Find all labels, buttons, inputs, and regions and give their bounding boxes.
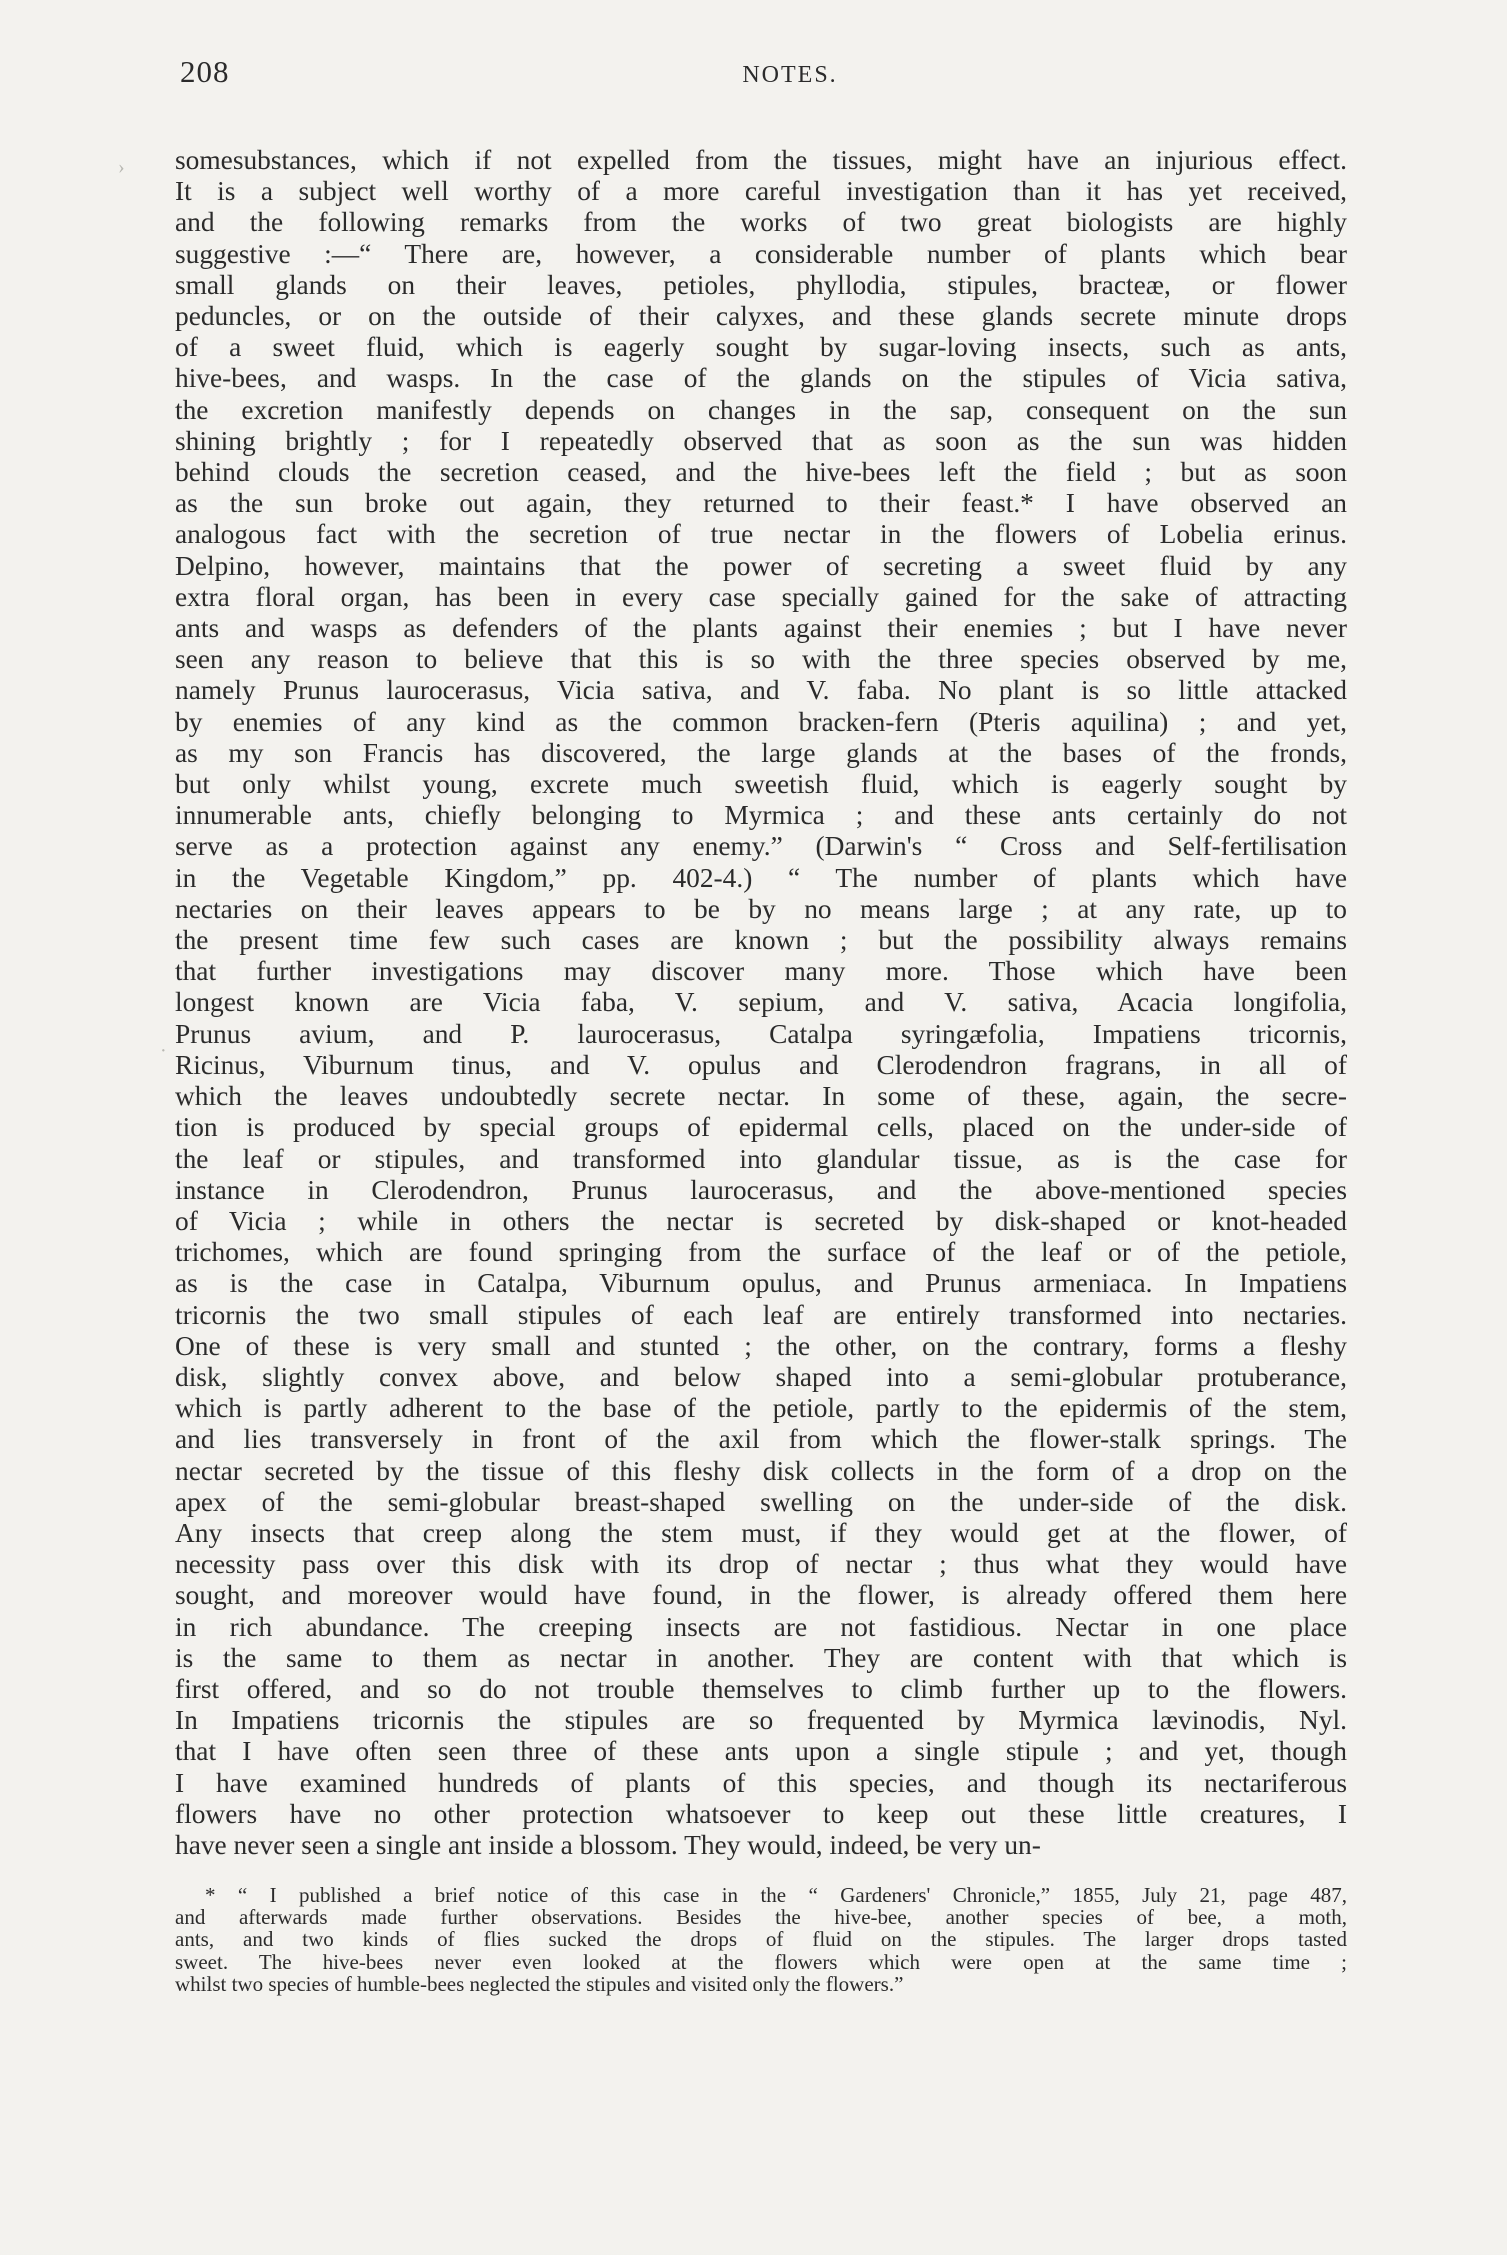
footnote-line: ants, and two kinds of flies sucked the drops of fluid on the stipules. The larger drops tasted bbox=[175, 1927, 1347, 1952]
body-text-line: tion is produced by special groups of epidermal cells, placed on the under-side of bbox=[175, 1112, 1347, 1143]
body-text-line: that further investigations may discover many more. Those which have been bbox=[175, 956, 1347, 987]
body-text-line: behind clouds the secretion ceased, and the hive-bees left the field ; but as soon bbox=[175, 457, 1347, 488]
body-text-line: trichomes, which are found springing from the surface of the leaf or of the petiole, bbox=[175, 1237, 1347, 1268]
body-text-line: hive-bees, and wasps. In the case of the glands on the stipules of Vicia sativa, bbox=[175, 363, 1347, 394]
body-text-line: and the following remarks from the works of two great biologists are highly bbox=[175, 207, 1347, 238]
body-text-line: Delpino, however, maintains that the power of secreting a sweet fluid by any bbox=[175, 550, 1347, 581]
body-text-line: suggestive :—“ There are, however, a considerable number of plants which bear bbox=[175, 238, 1347, 269]
body-text-line: namely Prunus laurocerasus, Vicia sativa, and V. faba. No plant is so little attacked bbox=[175, 675, 1347, 706]
body-text-line: peduncles, or on the outside of their calyxes, and these glands secrete minute drops bbox=[175, 301, 1347, 332]
body-text-line: the excretion manifestly depends on changes in the sap, consequent on the sun bbox=[175, 394, 1347, 425]
body-text bbox=[175, 145, 1347, 1861]
footnote-line: sweet. The hive-bees never even looked at the flowers which were open at the same time ; bbox=[175, 1949, 1347, 1974]
body-text-line: that I have often seen three of these ants upon a single stipule ; and yet, though bbox=[175, 1736, 1347, 1767]
body-text-line: but only whilst young, excrete much sweetish fluid, which is eagerly sought by bbox=[175, 769, 1347, 800]
body-text-line: analogous fact with the secretion of true nectar in the flowers of Lobelia erinus. bbox=[175, 519, 1347, 550]
body-text-line: small glands on their leaves, petioles, phyllodia, stipules, bracteæ, or flower bbox=[175, 269, 1347, 300]
body-text-line: flowers have no other protection whatsoever to keep out these little creatures, I bbox=[175, 1798, 1347, 1829]
body-text-line: Prunus avium, and P. laurocerasus, Catalpa syringæfolia, Impatiens tricornis, bbox=[175, 1018, 1347, 1049]
body-text-line: necessity pass over this disk with its drop of nectar ; thus what they would have bbox=[175, 1549, 1347, 1580]
footnote-line: whilst two species of humble-bees neglected the stipules and visited only the flowers.” bbox=[175, 1971, 904, 1996]
body-text-line: shining brightly ; for I repeatedly observed that as soon as the sun was hidden bbox=[175, 425, 1347, 456]
body-text-line: the leaf or stipules, and transformed into glandular tissue, as is the case for bbox=[175, 1143, 1347, 1174]
body-text-line: somesubstances, which if not expelled from the tissues, might have an injurious effect. bbox=[175, 145, 1347, 175]
body-text-line: sought, and moreover would have found, in the flower, is already offered them here bbox=[175, 1580, 1347, 1611]
body-text-line: ants and wasps as defenders of the plants against their enemies ; but I have never bbox=[175, 613, 1347, 644]
body-text-line: by enemies of any kind as the common bracken-fern (Pteris aquilina) ; and yet, bbox=[175, 706, 1347, 737]
body-text-line: apex of the semi-globular breast-shaped swelling on the under-side of the disk. bbox=[175, 1486, 1347, 1517]
margin-mark: › bbox=[118, 156, 125, 178]
body-text-line: seen any reason to believe that this is so with the three species observed by me, bbox=[175, 644, 1347, 675]
page-number: 208 bbox=[180, 54, 230, 89]
body-text-line: In Impatiens tricornis the stipules are so frequented by Myrmica lævinodis, Nyl. bbox=[175, 1705, 1347, 1736]
running-head bbox=[180, 54, 1340, 94]
body-text-line: in rich abundance. The creeping insects are not fastidious. Nectar in one place bbox=[175, 1611, 1347, 1642]
body-text-line: I have examined hundreds of plants of this species, and though its nectariferous bbox=[175, 1767, 1347, 1798]
body-text-line: One of these is very small and stunted ; the other, on the contrary, forms a fleshy bbox=[175, 1330, 1347, 1361]
body-text-line: It is a subject well worthy of a more careful investigation than it has yet received, bbox=[175, 176, 1347, 207]
body-text-line: as the sun broke out again, they returned to their feast.* I have observed an bbox=[175, 488, 1347, 519]
body-text-line: serve as a protection against any enemy.” (Darwin's “ Cross and Self-fertilisation bbox=[175, 831, 1347, 862]
body-text-line: as my son Francis has discovered, the large glands at the bases of the fronds, bbox=[175, 737, 1347, 768]
body-text-line: first offered, and so do not trouble themselves to climb further up to the flowers. bbox=[175, 1673, 1347, 1704]
body-text-line: extra floral organ, has been in every case specially gained for the sake of attracting bbox=[175, 581, 1347, 612]
body-text-line: tricornis the two small stipules of each leaf are entirely transformed into nectaries. bbox=[175, 1299, 1347, 1330]
running-head-title: NOTES. bbox=[742, 62, 838, 88]
body-text-line: is the same to them as nectar in another. They are content with that which is bbox=[175, 1642, 1347, 1673]
body-text-line: of a sweet fluid, which is eagerly sought by sugar-loving insects, such as ants, bbox=[175, 332, 1347, 363]
footnote-line: * “ I published a brief notice of this case in the “ Gardeners' Chronicle,” 1855, July 21, page 487, bbox=[205, 1883, 1347, 1907]
body-text-line: Ricinus, Viburnum tinus, and V. opulus and Clerodendron fragrans, in all of bbox=[175, 1049, 1347, 1080]
body-text-line: of Vicia ; while in others the nectar is secreted by disk-shaped or knot-headed bbox=[175, 1205, 1347, 1236]
body-text-line: which is partly adherent to the base of the petiole, partly to the epidermis of the stem, bbox=[175, 1393, 1347, 1424]
body-text-line: which the leaves undoubtedly secrete nectar. In some of these, again, the secre- bbox=[175, 1081, 1347, 1112]
footnote-line: and afterwards made further observations. Besides the hive-bee, another species of bee, a moth, bbox=[175, 1905, 1347, 1930]
body-text-line: longest known are Vicia faba, V. sepium, and V. sativa, Acacia longifolia, bbox=[175, 987, 1347, 1018]
body-text-line: in the Vegetable Kingdom,” pp. 402-4.) “ The number of plants which have bbox=[175, 862, 1347, 893]
body-text-line: the present time few such cases are known ; but the possibility always remains bbox=[175, 925, 1347, 956]
body-text-line: as is the case in Catalpa, Viburnum opulus, and Prunus armeniaca. In Impatiens bbox=[175, 1268, 1347, 1299]
body-text-line: disk, slightly convex above, and below shaped into a semi-globular protuberance, bbox=[175, 1361, 1347, 1392]
body-text-line: and lies transversely in front of the axil from which the flower-stalk springs. The bbox=[175, 1424, 1347, 1455]
body-text-line: innumerable ants, chiefly belonging to Myrmica ; and these ants certainly do not bbox=[175, 800, 1347, 831]
footnote bbox=[175, 1884, 1347, 1995]
body-text-line: have never seen a single ant inside a blossom. They would, indeed, be very un- bbox=[175, 1829, 1041, 1860]
body-text-line: Any insects that creep along the stem must, if they would get at the flower, of bbox=[175, 1517, 1347, 1548]
body-text-line: instance in Clerodendron, Prunus laurocerasus, and the above-mentioned species bbox=[175, 1174, 1347, 1205]
body-text-line: nectaries on their leaves appears to be by no means large ; at any rate, up to bbox=[175, 893, 1347, 924]
body-text-line: nectar secreted by the tissue of this fleshy disk collects in the form of a drop on the bbox=[175, 1455, 1347, 1486]
margin-mark: · bbox=[160, 1040, 167, 1062]
